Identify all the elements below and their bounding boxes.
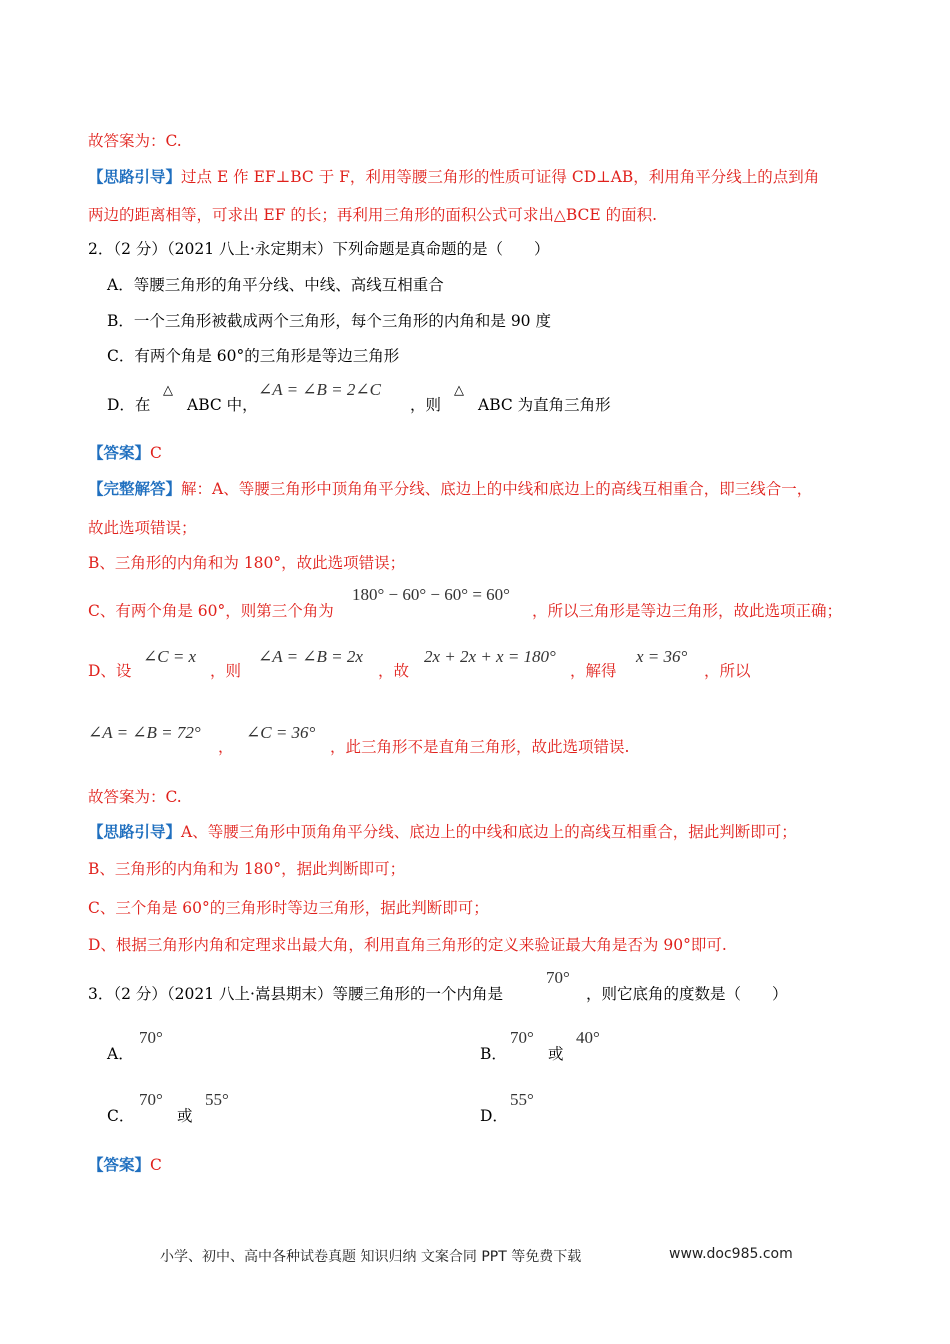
q2-solution-d-then: ，则 bbox=[210, 662, 242, 680]
q2-option-d-abc: ABC 中， bbox=[187, 396, 258, 414]
q2-option-b: B．一个三角形被截成两个三角形，每个三角形的内角和是 90 度 bbox=[107, 312, 551, 330]
previous-hint-line-1: 【思路引导】过点 E 作 EF⊥BC 于 F，利用等腰三角形的性质可证得 CD⊥AB，利用角平分线上的点到角 bbox=[88, 167, 820, 186]
q2-solution-line-a2: 故此选项错误； bbox=[88, 519, 197, 537]
q2-solution-c-end: ，所以三角形是等边三角形，故此选项正确； bbox=[532, 602, 843, 620]
q2-final-answer: 故答案为：C. bbox=[88, 788, 182, 806]
q2-hint-c: C、三个角是 60°的三角形时等边三角形，据此判断即可； bbox=[88, 899, 489, 917]
q3-option-a-math: 70° bbox=[139, 1028, 163, 1047]
q2-option-c: C．有两个角是 60°的三角形是等边三角形 bbox=[107, 347, 400, 365]
q3-option-b-label: B． bbox=[480, 1045, 507, 1063]
q2-solution-d-math-4: x = 36° bbox=[636, 647, 688, 666]
previous-hint-line-2: 两边的距离相等，可求出 EF 的长；再利用三角形的面积公式可求出△BCE 的面积. bbox=[88, 206, 658, 224]
q2-solution-d-so: ，故 bbox=[378, 662, 410, 680]
q2-hint-a: 【思路引导】A、等腰三角形中顶角角平分线、底边上的中线和底边上的高线互相重合，据此判断即可； bbox=[88, 822, 797, 841]
q3-option-b-or: 或 bbox=[548, 1045, 564, 1063]
previous-final-answer: 故答案为：C. bbox=[88, 132, 182, 150]
q3-option-d-math: 55° bbox=[510, 1090, 534, 1109]
q2-answer: 【答案】C bbox=[88, 443, 162, 462]
q2-hint-b: B、三角形的内角和为 180°，据此判断即可； bbox=[88, 860, 406, 878]
q3-stem-math: 70° bbox=[546, 968, 570, 987]
q2-solution-line-a1: 【完整解答】解：A、等腰三角形中顶角角平分线、底边上的中线和底边上的高线互相重合，即三线合一， bbox=[88, 479, 813, 498]
q2-solution-c-text: C、有两个角是 60°，则第三个角为 bbox=[88, 602, 334, 620]
q2-solution-d-math-2: ∠A = ∠B = 2x bbox=[258, 647, 363, 666]
q2-solution-line-b: B、三角形的内角和为 180°，故此选项错误； bbox=[88, 554, 406, 572]
q2-solution-d-thus: ，所以 bbox=[704, 662, 751, 680]
q2-hint-d: D、根据三角形内角和定理求出最大角，利用直角三角形的定义来验证最大角是否为 90°即可. bbox=[88, 936, 727, 954]
q2-solution-d2-math-2: ∠C = 36° bbox=[246, 723, 316, 742]
q3-option-c-math-1: 70° bbox=[139, 1090, 163, 1109]
q3-option-a-label: A． bbox=[107, 1045, 134, 1063]
footer-url[interactable]: www.doc985.com bbox=[669, 1246, 793, 1262]
q2-option-d-prefix: D．在 bbox=[107, 396, 151, 414]
q3-answer: 【答案】C bbox=[88, 1155, 162, 1174]
q3-option-c-math-2: 55° bbox=[205, 1090, 229, 1109]
q2-solution-d-set: D、设 bbox=[88, 662, 132, 680]
q2-option-a: A．等腰三角形的角平分线、中线、高线互相重合 bbox=[107, 276, 444, 294]
q3-option-b-math-1: 70° bbox=[510, 1028, 534, 1047]
q2-option-d-then: ，则 bbox=[410, 396, 442, 414]
q2-solution-d2-comma: ， bbox=[218, 738, 234, 756]
q3-stem-post: ，则它底角的度数是（ ） bbox=[586, 985, 788, 1003]
footer-text: 小学、初中、高中各种试卷真题 知识归纳 文案合同 PPT 等免费下载 bbox=[160, 1249, 582, 1265]
q2-solution-d-math-1: ∠C = x bbox=[143, 647, 197, 666]
q3-stem-pre: 3．（2 分）（2021 八上·嵩县期末）等腰三角形的一个内角是 bbox=[88, 985, 503, 1003]
q2-stem: 2．（2 分）（2021 八上·永定期末）下列命题是真命题的是（ ） bbox=[88, 240, 550, 258]
q2-option-d-abc2: ABC 为直角三角形 bbox=[478, 396, 611, 414]
q2-option-d-math: ∠A = ∠B = 2∠C bbox=[258, 380, 381, 399]
q2-solution-d2-math-1: ∠A = ∠B = 72° bbox=[88, 723, 201, 742]
q2-solution-d-solve: ，解得 bbox=[570, 662, 617, 680]
q3-option-b-math-2: 40° bbox=[576, 1028, 600, 1047]
q2-solution-c-math: 180° − 60° − 60° = 60° bbox=[352, 585, 510, 604]
q3-option-c-or: 或 bbox=[177, 1107, 193, 1125]
hint-tag: 【思路引导】 bbox=[88, 167, 182, 186]
q3-option-c-label: C． bbox=[107, 1107, 135, 1125]
q2-solution-d2-end: ，此三角形不是直角三角形，故此选项错误. bbox=[330, 738, 630, 756]
triangle-symbol-1: △ bbox=[163, 383, 173, 398]
triangle-symbol-2: △ bbox=[454, 383, 464, 398]
q3-option-d-label: D． bbox=[480, 1107, 508, 1125]
q2-solution-d-math-3: 2x + 2x + x = 180° bbox=[424, 647, 556, 666]
